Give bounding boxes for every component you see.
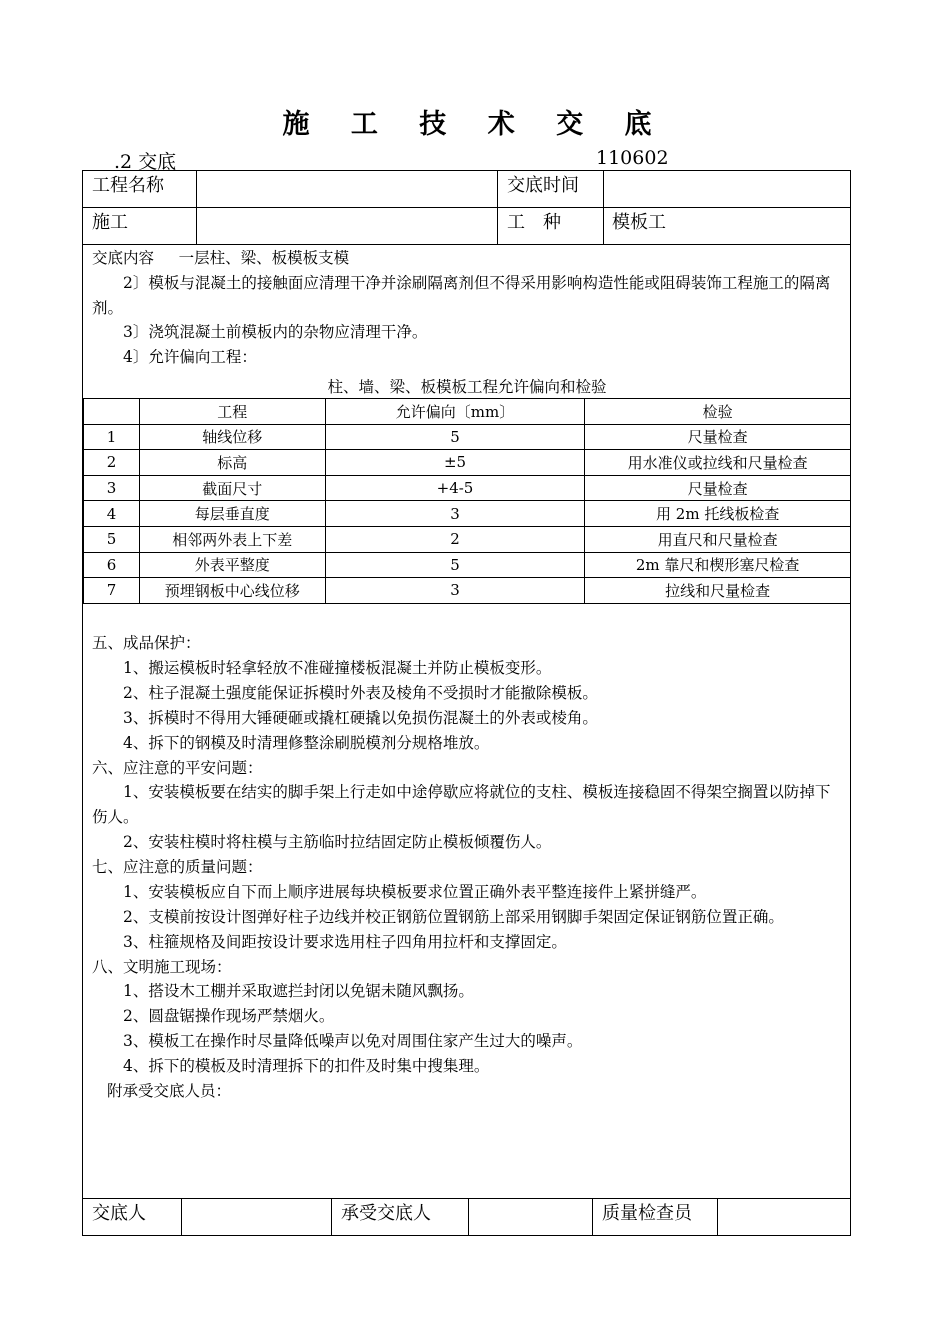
section-item: 1、安装模板要在结实的脚手架上行走如中途停歇应将就位的支柱、模板连接稳固不得架空搁置以防掉下伤人。 <box>92 783 831 826</box>
table-cell: 用 2m 托线板检查 <box>585 501 851 527</box>
section-item: 2、柱子混凝土强度能保证拆模时外表及棱角不受损时才能撤除模板。 <box>123 684 598 702</box>
table-cell: 5 <box>84 526 140 552</box>
table-cell: 尺量检查 <box>585 475 851 501</box>
content-item: 4〕允许偏向工程： <box>123 348 257 366</box>
deviation-table <box>83 398 851 604</box>
content-heading <box>92 246 844 271</box>
table-cell: 外表平整度 <box>139 552 325 578</box>
table-cell: 相邻两外表上下差 <box>139 526 325 552</box>
table-cell: 尺量检查 <box>585 424 851 450</box>
content-label: 交底内容 <box>92 249 155 267</box>
table-row <box>84 424 851 450</box>
table-cell: 1 <box>84 424 140 450</box>
table-header-cell: 允许偏向〔mm〕 <box>325 399 585 425</box>
table-cell: 3 <box>84 475 140 501</box>
section-item: 2、安装柱模时将柱模与主筋临时拉结固定防止模板倾覆伤人。 <box>123 833 552 851</box>
table-cell: 2m 靠尺和楔形塞尺检查 <box>585 552 851 578</box>
table-header-row <box>84 399 851 425</box>
table-header-cell: 检验 <box>585 399 851 425</box>
table-row <box>84 578 851 604</box>
table-cell: 3 <box>325 501 585 527</box>
project-name-label: 工程名称 <box>92 175 164 196</box>
section-item: 1、搬运模板时轻拿轻放不准碰撞楼板混凝土并防止模板变形。 <box>123 659 552 677</box>
date-label: 交底时间 <box>507 175 579 196</box>
section-item: 2、圆盘锯操作现场严禁烟火。 <box>123 1007 335 1025</box>
section-heading: 五、成品保护： <box>92 634 201 652</box>
content-item: 3〕浇筑混凝土前模板内的杂物应清理干净。 <box>123 323 428 341</box>
section-item: 3、拆模时不得用大锤硬砸或撬杠硬撬以免损伤混凝土的外表或棱角。 <box>123 709 598 727</box>
table-cell: 每层垂直度 <box>139 501 325 527</box>
table-cell: 2 <box>325 526 585 552</box>
content-item: 2〕模板与混凝土的接触面应清理干净并涂刷隔离剂但不得采用影响构造性能或阻碍装饰工程施工的隔离剂。 <box>92 274 831 317</box>
trade-value: 模板工 <box>612 212 666 233</box>
table-cell: 轴线位移 <box>139 424 325 450</box>
table-cell: 5 <box>325 424 585 450</box>
table-cell: 2 <box>84 450 140 476</box>
table-cell: 拉线和尺量检查 <box>585 578 851 604</box>
table-header-cell: 工程 <box>139 399 325 425</box>
doc-right-code: 110602 <box>596 147 669 169</box>
construction-label: 施工 <box>92 212 128 233</box>
section-item: 1、搭设木工棚并采取遮拦封闭以免锯未随风飘扬。 <box>123 982 474 1000</box>
table-row <box>84 475 851 501</box>
page-title: 施 工 技 术 交 底 <box>282 109 668 140</box>
trade-label: 工 种 <box>507 212 561 233</box>
section-heading: 七、应注意的质量问题： <box>92 858 263 876</box>
table-cell: +4-5 <box>325 475 585 501</box>
table-cell: 用水准仪或拉线和尺量检查 <box>585 450 851 476</box>
table-cell: 4 <box>84 501 140 527</box>
section-heading: 六、应注意的平安问题： <box>92 759 263 777</box>
table-row <box>84 501 851 527</box>
presenter-label: 交底人 <box>92 1203 146 1224</box>
content-topic: 一层柱、梁、板模板支模 <box>178 249 350 267</box>
table-header-cell <box>84 399 140 425</box>
attached-label: 附承受交底人员： <box>107 1082 232 1100</box>
table-caption: 柱、墙、梁、板模板工程允许偏向和检验 <box>327 378 607 396</box>
table-cell: 7 <box>84 578 140 604</box>
section-item: 4、拆下的钢模及时清理修整涂刷脱模剂分规格堆放。 <box>123 734 490 752</box>
table-row <box>84 552 851 578</box>
section-heading: 八、文明施工现场： <box>92 958 232 976</box>
table-cell: 5 <box>325 552 585 578</box>
table-row <box>84 526 851 552</box>
table-cell: 预埋钢板中心线位移 <box>139 578 325 604</box>
section-item: 4、拆下的模板及时清理拆下的扣件及时集中搜集理。 <box>123 1057 490 1075</box>
table-cell: 6 <box>84 552 140 578</box>
doc-left-code: .2 交底 <box>114 151 177 173</box>
section-item: 2、支模前按设计图弹好柱子边线并校正钢筋位置钢筋上部采用钢脚手架固定保证钢筋位置正确。 <box>123 908 784 926</box>
table-row <box>84 450 851 476</box>
section-item: 3、柱箍规格及间距按设计要求选用柱子四角用拉杆和支撑固定。 <box>123 933 567 951</box>
table-cell: ±5 <box>325 450 585 476</box>
table-cell: 标高 <box>139 450 325 476</box>
receiver-label: 承受交底人 <box>341 1203 431 1224</box>
table-cell: 用直尺和尺量检查 <box>585 526 851 552</box>
section-item: 1、安装模板应自下而上顺序进展每块模板要求位置正确外表平整连接件上紧拼缝严。 <box>123 883 707 901</box>
inspector-label: 质量检查员 <box>602 1203 692 1224</box>
table-cell: 3 <box>325 578 585 604</box>
section-item: 3、模板工在操作时尽量降低噪声以免对周围住家产生过大的噪声。 <box>123 1032 583 1050</box>
table-cell: 截面尺寸 <box>139 475 325 501</box>
